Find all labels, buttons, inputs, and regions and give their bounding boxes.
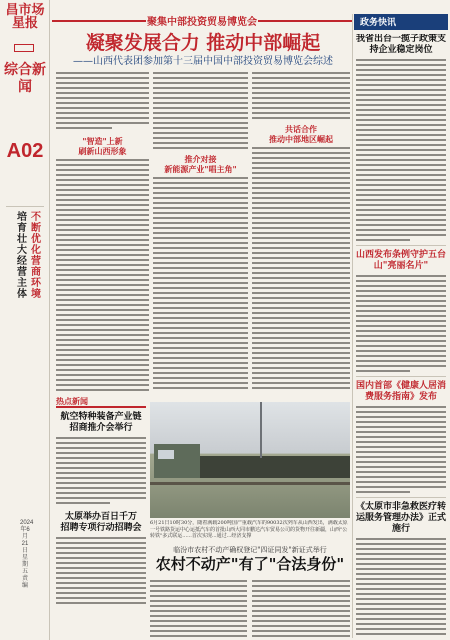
lead-column-1 xyxy=(56,72,149,392)
railway-track xyxy=(150,482,350,485)
section-subheading-3: 推动中部地区崛起 xyxy=(269,134,333,144)
lead-column-2 xyxy=(153,72,248,392)
top-banner xyxy=(52,14,352,28)
paper-masthead: 昌市场星报 xyxy=(5,3,45,31)
news-item-1-title: 我省出台一揽子政策支持企业稳定岗位 xyxy=(356,34,446,55)
news-section-label: 政务快讯 xyxy=(354,14,448,30)
news-column xyxy=(356,34,446,638)
section-subheading-1: 刷新山西形象 xyxy=(78,146,127,156)
slogan-red: 不断优化营商环境 xyxy=(31,212,41,300)
train-cars xyxy=(200,456,350,478)
lead-column-3 xyxy=(252,72,350,392)
rural-subtitle: 临汾市农村不动产确权登记"四证同发"新证式举行 xyxy=(173,546,327,554)
rural-column-2 xyxy=(252,580,350,638)
section-name: 综合新闻 xyxy=(4,62,46,95)
photo-caption: 6月21日10时30分，随着满载200吨国产重载汽车的90032次列车从山西发出，满载太原一号铁路货运中心运抵汽车的首批山西大同市鹏达汽车贸易公司的货物开往新疆，山西"公转铁"多式联运......首次实现...通过...经济支撑 xyxy=(150,520,348,539)
slogan-black: 培育壮大经营主体 xyxy=(17,212,27,300)
hot-news-label: 热点新闻 xyxy=(56,396,88,406)
lead-headline: 凝聚发展合力 推动中部崛起 xyxy=(85,32,321,54)
section-subheading-2: 新能源产业"唱主角" xyxy=(164,164,237,174)
masthead-seal xyxy=(14,44,34,52)
brief-1-title-line2: 招商推介会举行 xyxy=(69,423,133,433)
catenary-pole xyxy=(260,402,262,458)
train-window xyxy=(158,450,174,459)
news-item-4-title: 《太原市非急救医疗转运服务管理办法》正式施行 xyxy=(356,502,446,534)
right-column-divider xyxy=(352,14,353,638)
banner-label: 聚集中部投资贸易博览会 xyxy=(146,13,258,28)
brief-2-title: 太原举办百日千万 xyxy=(64,512,137,522)
section-heading-1: "智造"上新 xyxy=(82,136,123,146)
page-number: A02 xyxy=(6,140,44,162)
sidebar-divider xyxy=(6,206,44,207)
rural-headline-block xyxy=(150,546,350,573)
rural-column-1 xyxy=(150,580,247,638)
news-item-2-title: 山西发布条例守护五台山"亮丽名片" xyxy=(356,250,446,271)
news-item-3-title: 国内首部《健康人居消费服务指南》发布 xyxy=(356,381,446,402)
train-photo xyxy=(150,402,350,518)
section-heading-3: 共话合作 xyxy=(285,124,317,134)
briefs-column xyxy=(56,406,146,636)
rural-title: 农村不动产"有了"合法身份" xyxy=(155,555,345,573)
brief-1-title: 航空特种装备产业链 xyxy=(60,412,142,422)
brief-2-title-line2: 招聘专项行动招聘会 xyxy=(60,523,142,533)
section-heading-2: 推介对接 xyxy=(184,154,217,164)
issue-info: 2024年6月21日 星期五 责编 xyxy=(20,520,34,589)
lead-subhead: ——山西代表团参加第十三届中国中部投资贸易博览会综述 xyxy=(73,56,333,67)
